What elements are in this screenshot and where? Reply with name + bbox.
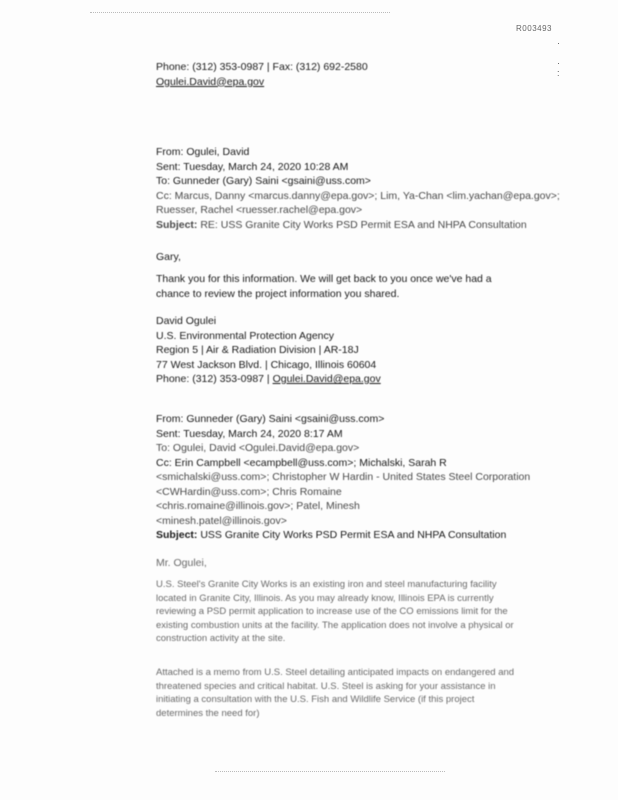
signature-email-link[interactable]: Ogulei.David@epa.gov [272, 373, 381, 385]
scan-edge-marks: · · : [557, 38, 560, 78]
message-1-salutation: Gary, [156, 251, 181, 263]
message-2-subject-line [156, 528, 530, 543]
bates-number: R003493 [516, 24, 552, 33]
message-2-cc-line-4: <chris.romaine@illinois.gov>; Patel, Minesh [156, 500, 360, 512]
signature-organization: U.S. Environmental Protection Agency [156, 329, 335, 342]
message-2-subject-label: Subject: [156, 529, 198, 541]
message-1-sent: Sent: Tuesday, March 24, 2020 10:28 AM [156, 160, 349, 173]
message-1-body: Thank you for this information. We will get back to you once we've had a chance to review the project information you shared. [156, 273, 492, 300]
signature-phone: Phone: (312) 353-0987 | [156, 373, 270, 385]
message-2-header [156, 412, 530, 543]
message-2-sent: Sent: Tuesday, March 24, 2020 8:17 AM [156, 427, 343, 440]
message-1-cc-line-1: Cc: Marcus, Danny <marcus.danny@epa.gov>; Lim, Ya-Chan <lim.yachan@epa.gov>; [156, 189, 560, 202]
message-2-subject: USS Granite City Works PSD Permit ESA and NHPA Consultation [200, 529, 507, 541]
message-2-cc-line-2: <smichalski@uss.com>; Christopher W Hardin - United States Steel Corporation [156, 471, 531, 483]
message-2-from: From: Gunneder (Gary) Saini <gsaini@uss.com> [156, 413, 385, 425]
contact-phone-line: Phone: (312) 353-0987 | Fax: (312) 692-2580 [156, 61, 368, 73]
contact-email-link[interactable]: Ogulei.David@epa.gov [156, 75, 265, 88]
message-2-salutation: Mr. Ogulei, [156, 557, 207, 569]
signature-address: 77 West Jackson Blvd. | Chicago, Illinois 60604 [156, 358, 377, 371]
message-1-from: From: Ogulei, David [156, 146, 250, 158]
message-1-subject-line [156, 218, 560, 233]
signature-name: David Ogulei [156, 315, 217, 327]
scan-artifact-bottom [215, 771, 445, 772]
message-1-to: To: Gunneder (Gary) Saini <gsaini@uss.com> [156, 175, 371, 187]
message-1-header [156, 145, 560, 232]
signature-division: Region 5 | Air & Radiation Division | AR-18J [156, 344, 359, 356]
message-1-cc-line-2: Ruesser, Rachel <ruesser.rachel@epa.gov> [156, 204, 363, 216]
contact-block-top [156, 60, 368, 89]
signature-contact-line [156, 372, 381, 387]
scan-artifact-top [90, 12, 390, 13]
message-2-paragraph-2: Attached is a memo from U.S. Steel detailing anticipated impacts on endangered and threatened species and critical habitat. U.S. Steel is asking for your assistance in initiating a consultation with the U.S. Fish and Wildlife Service (if this project determines the need for) [156, 667, 515, 719]
message-2-paragraph-1: U.S. Steel's Granite City Works is an existing iron and steel manufacturing facility located in Granite City, Illinois. As you may already know, Illinois EPA is currently reviewing a PSD permit application to increase use of the CO emissions limit for the existing combustion units at the facility. The application does not involve a physical or construction activity at the site. [156, 579, 514, 644]
message-2-cc-line-3: <CWHardin@uss.com>; Chris Romaine [156, 485, 342, 498]
message-1-subject: RE: USS Granite City Works PSD Permit ESA and NHPA Consultation [200, 218, 527, 231]
message-1-signature [156, 314, 381, 387]
message-2-cc-line-5: <minesh.patel@illinois.gov> [156, 514, 287, 527]
message-2-to: To: Ogulei, David <Ogulei.David@epa.gov> [156, 442, 360, 454]
message-1-subject-label: Subject: [156, 218, 198, 231]
message-2-cc-line-1: Cc: Erin Campbell <ecampbell@uss.com>; Michalski, Sarah R [156, 456, 447, 469]
